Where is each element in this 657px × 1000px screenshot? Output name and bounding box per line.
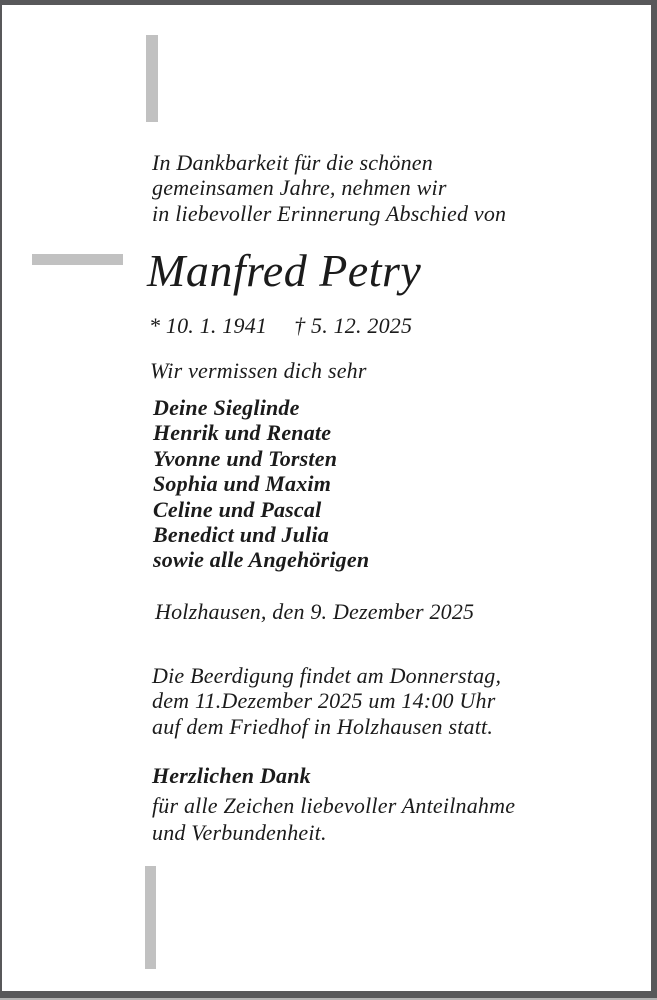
mourner-name: Sophia und Maxim xyxy=(153,471,332,497)
life-dates xyxy=(149,313,412,338)
deceased-name: Manfred Petry xyxy=(147,245,422,296)
decorative-bar-top xyxy=(146,35,158,122)
thanks-line: für alle Zeichen liebevoller Anteilnahme xyxy=(152,793,516,818)
frame-edge-left xyxy=(0,0,2,998)
intro-line: in liebevoller Erinnerung Abschied von xyxy=(152,200,507,226)
mourners-list xyxy=(153,395,369,573)
frame-edge-bottom xyxy=(0,991,657,998)
mourner-name: Henrik und Renate xyxy=(153,420,332,446)
decorative-bar-bottom xyxy=(145,866,156,969)
funeral-info xyxy=(152,663,501,739)
farewell-line: Wir vermissen dich sehr xyxy=(150,358,367,383)
mourner-name: sowie alle Angehörigen xyxy=(153,547,370,573)
funeral-line: auf dem Friedhof in Holzhausen statt. xyxy=(152,713,494,739)
decorative-bar-left xyxy=(32,254,123,265)
thanks-text xyxy=(152,793,515,846)
mourner-name: Celine und Pascal xyxy=(153,496,322,522)
place-dateline: Holzhausen, den 9. Dezember 2025 xyxy=(155,599,475,624)
mourner-name: Benedict und Julia xyxy=(153,522,329,548)
thanks-heading: Herzlichen Dank xyxy=(152,763,311,788)
funeral-line: Die Beerdigung findet am Donnerstag, xyxy=(152,663,502,688)
frame-edge-top xyxy=(0,0,657,5)
intro-line: In Dankbarkeit für die schönen xyxy=(152,150,433,175)
mourner-name: Deine Sieglinde xyxy=(153,395,300,420)
death-date: † 5. 12. 2025 xyxy=(294,313,413,338)
intro-text xyxy=(152,150,506,226)
funeral-line: dem 11.Dezember 2025 um 14:00 Uhr xyxy=(152,688,496,714)
intro-line: gemeinsamen Jahre, nehmen wir xyxy=(152,175,447,201)
frame-edge-right xyxy=(651,0,657,998)
birth-date: * 10. 1. 1941 xyxy=(149,313,268,338)
mourner-name: Yvonne und Torsten xyxy=(153,445,338,471)
thanks-line: und Verbundenheit. xyxy=(152,819,327,845)
